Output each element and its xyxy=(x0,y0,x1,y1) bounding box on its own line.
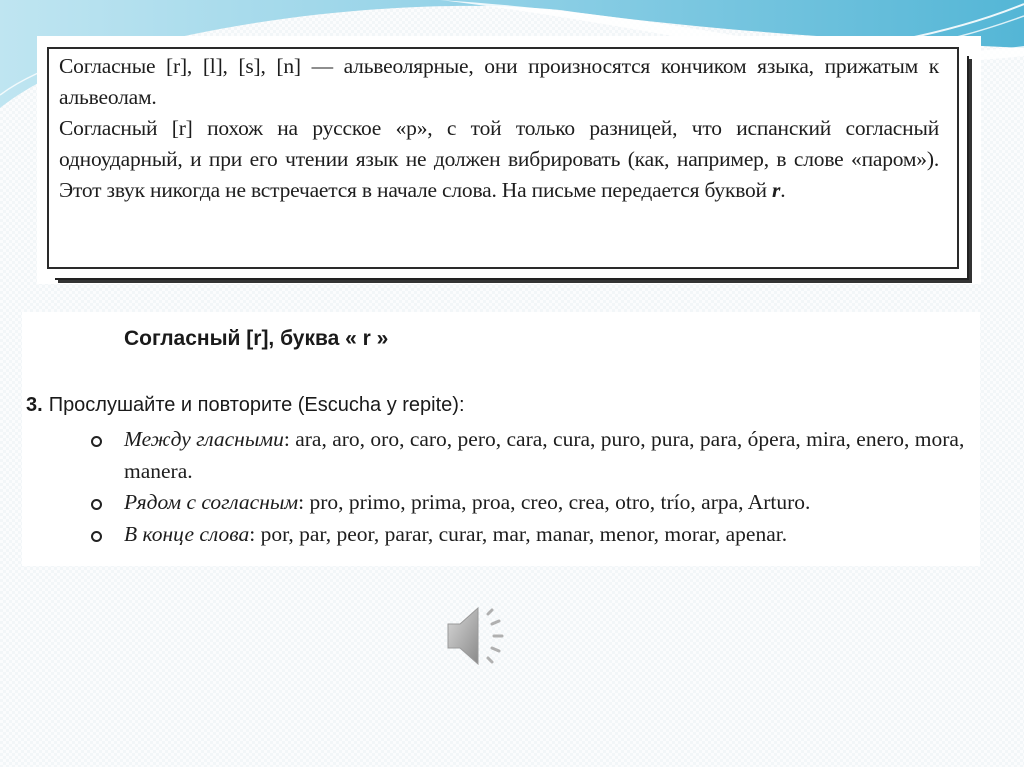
rule-box-image xyxy=(37,36,981,284)
exercise-instruction: Прослушайте и повторите (Escucha y repite): xyxy=(48,394,465,416)
exercise-image xyxy=(22,312,980,566)
list-item-label: В конце слова xyxy=(124,521,250,546)
list-item xyxy=(94,424,974,487)
section-heading: Согласный [r], буква « r » xyxy=(124,327,389,350)
rule-paragraph-1: Согласные [r], [l], [s], [n] — альвеолярные, они произносятся кончиком языка, прижатым к альвеолам. xyxy=(59,54,939,109)
list-item xyxy=(94,487,974,519)
exercise-list xyxy=(94,424,974,550)
bullet-icon xyxy=(91,499,102,510)
list-item-text: : pro, primo, prima, proa, creo, crea, otro, trío, arpa, Arturo. xyxy=(298,490,811,514)
list-item-text: : por, par, peor, parar, curar, mar, manar, menor, morar, apenar. xyxy=(249,521,788,546)
exercise-title xyxy=(26,394,465,417)
list-item-label: Рядом с согласным xyxy=(124,490,299,514)
rule-letter: r xyxy=(772,178,781,202)
rule-paragraph-2 xyxy=(59,113,939,206)
list-item-label: Между гласными xyxy=(124,427,284,451)
bullet-icon xyxy=(91,531,102,542)
rule-paragraph-2-text: Согласный [r] похож на русское «р», с той только разницей, что испанский согласный одноударный, и при его чтении язык не должен вибрировать (как, например, в слове «паром»). Этот звук никогда не встречается в начале слова. На письме передается буквой xyxy=(59,116,939,202)
speaker-icon[interactable] xyxy=(444,600,512,672)
bullet-icon xyxy=(91,436,102,447)
list-item xyxy=(94,519,974,551)
exercise-number: 3. xyxy=(26,394,43,416)
rule-box-text xyxy=(59,51,939,206)
list-item-text: : ara, aro, oro, caro, pero, cara, cura, puro, pura, para, ópera, mira, enero, mora, manera. xyxy=(124,427,965,483)
rule-period: . xyxy=(780,178,786,202)
